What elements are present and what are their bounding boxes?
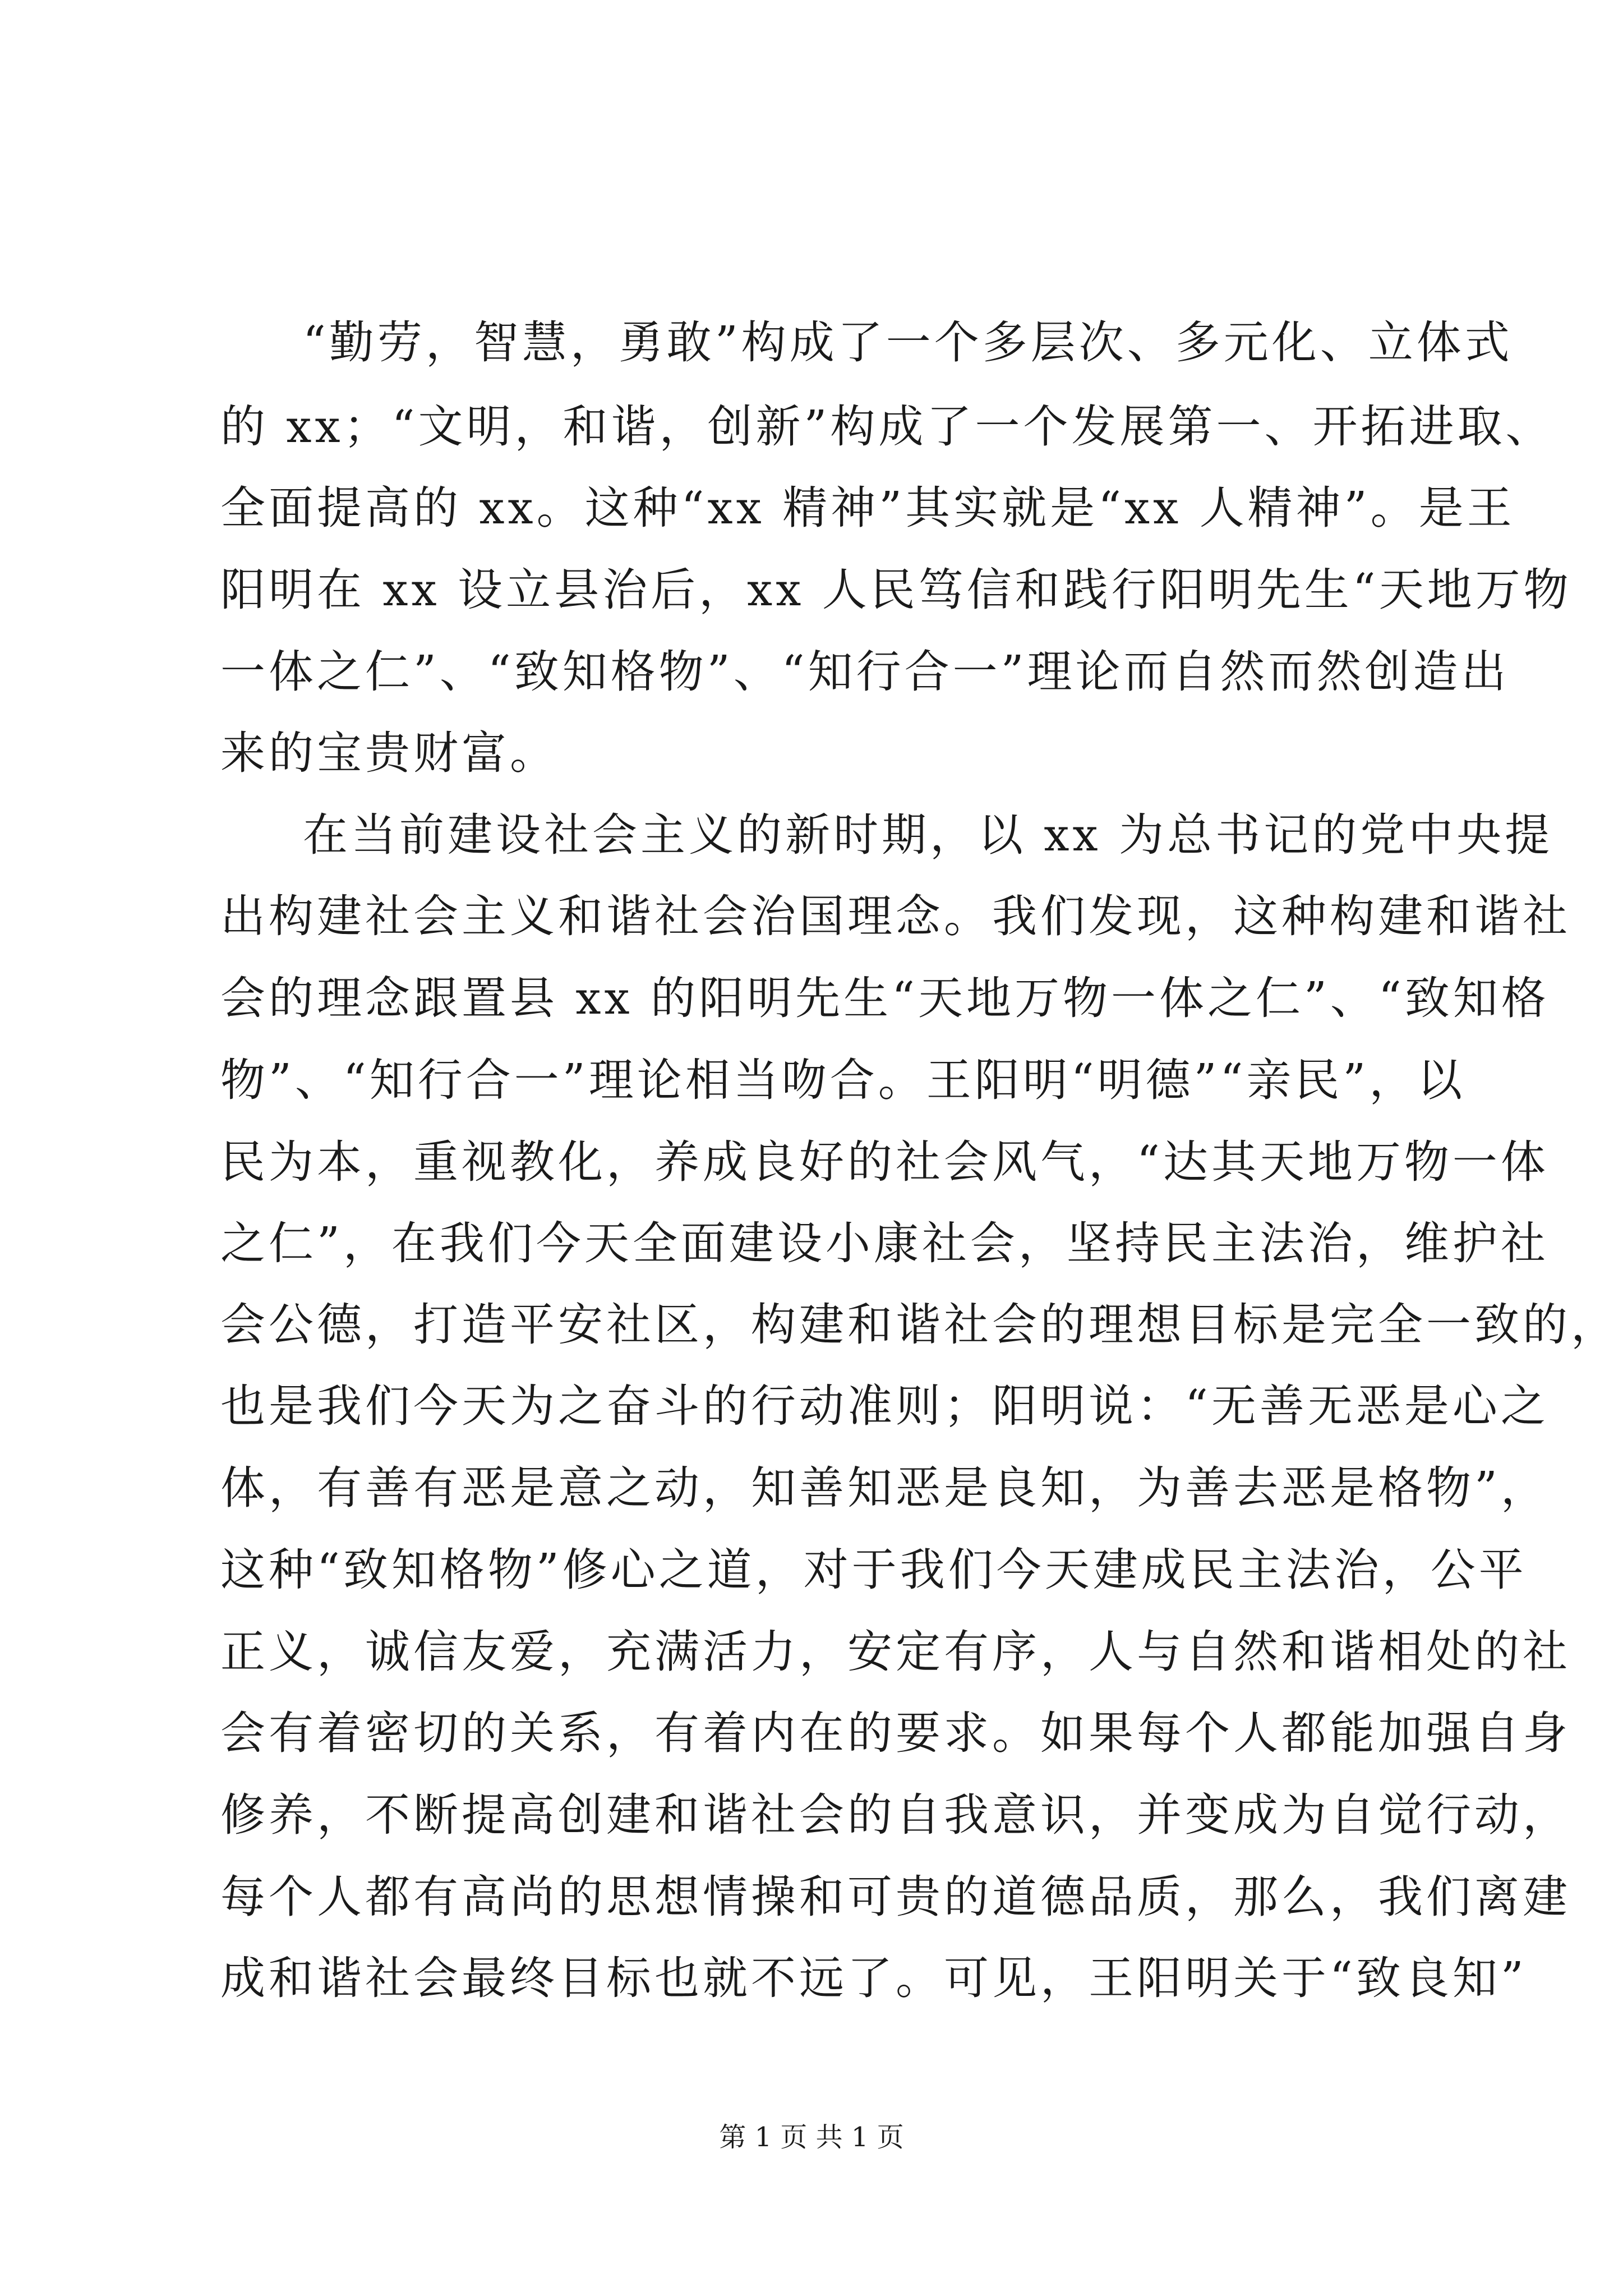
text-line: 也是我们今天为之奋斗的行动准则；阳明说：“无善无恶是心之 [220,1380,1549,1432]
text-line: 全面提高的 xx。这种“xx 精神”其实就是“xx 人精神”。是王 [220,482,1515,534]
text-line: 出构建社会主义和谐社会治国理念。我们发现，这种构建和谐社 [220,890,1571,942]
page-footer: 第 1 页 共 1 页 [719,2122,904,2153]
text-line: 的 xx；“文明，和谐，创新”构成了一个发展第一、开拓进取、 [220,401,1554,453]
text-line: 物”、“知行合一”理论相当吻合。王阳明“明德”“亲民”，以 [220,1054,1466,1106]
text-line: “勤劳，智慧，勇敢”构成了一个多层次、多元化、立体式 [303,316,1513,369]
text-line: 每个人都有高尚的思想情操和可贵的道德品质，那么，我们离建 [220,1871,1571,1923]
text-line: 修养，不断提高创建和谐社会的自我意识，并变成为自觉行动， [220,1789,1571,1841]
text-line: 正义，诚信友爱，充满活力，安定有序，人与自然和谐相处的社 [220,1626,1571,1678]
text-line: 体，有善有恶是意之动，知善知恶是良知，为善去恶是格物”， [220,1462,1549,1514]
text-line: 一体之仁”、“致知格物”、“知行合一”理论而自然而然创造出 [220,646,1510,698]
text-line: 这种“致知格物”修心之道，对于我们今天建成民主法治，公平 [220,1544,1527,1596]
text-line: 成和谐社会最终目标也就不远了。可见，王阳明关于“致良知” [220,1952,1527,2004]
text-line: 来的宝贵财富。 [220,727,558,779]
text-line: 之仁”，在我们今天全面建设小康社会，坚持民主法治，维护社 [220,1217,1549,1269]
text-line: 民为本，重视教化，养成良好的社会风气，“达其天地万物一体 [220,1136,1549,1188]
text-line: 会公德，打造平安社区，构建和谐社会的理想目标是完全一致的， [220,1299,1619,1351]
text-line: 会的理念跟置县 xx 的阳明先生“天地万物一体之仁”、“致知格 [220,972,1550,1024]
text-line: 阳明在 xx 设立县治后，xx 人民笃信和践行阳明先生“天地万物 [220,564,1572,616]
text-line: 在当前建设社会主义的新时期，以 xx 为总书记的党中央提 [303,809,1553,861]
text-line: 会有着密切的关系，有着内在的要求。如果每个人都能加强自身 [220,1707,1571,1759]
